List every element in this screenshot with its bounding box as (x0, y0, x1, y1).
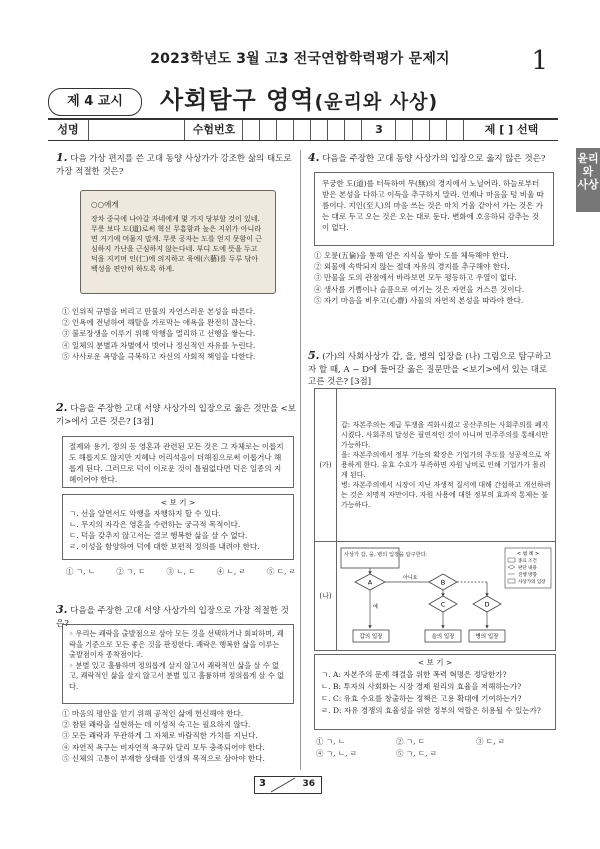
letter-greeting: ○○에게 (91, 200, 119, 209)
question-number: 2. (56, 401, 68, 414)
exam-no-box[interactable] (344, 120, 362, 140)
question-2-stem (56, 402, 296, 428)
choice[interactable]: ② 외물에 속박되지 않는 절대 자유의 경지를 추구해야 한다. (314, 262, 510, 272)
bogi-item: ㄹ. 이성을 함양하여 덕에 대한 보편적 정의를 내려야 한다. (69, 542, 260, 551)
question-5-stem (308, 350, 558, 389)
flow-result-byeong: 병의 입장 (475, 634, 499, 640)
question-number: 1. (56, 151, 68, 164)
choice[interactable]: ⑤ 사사로운 욕망을 극복하고 자신의 사회적 책임을 다한다. (62, 351, 256, 361)
choice[interactable]: ① ㄱ, ㄴ (66, 567, 96, 576)
legend-item: 진행 방향 (518, 573, 537, 578)
question-number: 5. (308, 349, 320, 362)
flow-result-gap: 갑의 입장 (359, 634, 383, 640)
info-bar (48, 118, 558, 141)
exam-no-box[interactable] (446, 120, 464, 140)
subject-main: 사회탐구 영역 (160, 86, 315, 114)
exam-no-box[interactable] (395, 120, 413, 140)
bogi-item: ㄱ. 선을 알면서도 악행을 자행하지 할 수 있다. (69, 509, 221, 518)
bogi-item: ㄷ. 덕을 갖추지 않고서는 결코 행복한 삶을 살 수 없다. (69, 531, 248, 540)
choice[interactable]: ⑤ ㄷ, ㄹ (266, 567, 296, 576)
exam-title: 2023학년도 3월 고3 전국연합학력평가 문제지 (150, 51, 450, 67)
question-4-stem (308, 152, 558, 166)
exam-no-box[interactable] (242, 120, 260, 140)
choice[interactable]: ① 오륜(五倫)을 통해 얻은 지식을 쌓아 도를 체득해야 한다. (314, 251, 509, 260)
page-footer (254, 776, 322, 794)
choice[interactable]: ③ 불로장생을 이루기 위해 악행을 멀리하고 선행을 쌓는다. (62, 329, 256, 339)
choice[interactable]: ② ㄱ, ㄷ (396, 737, 426, 746)
legend-title: < 범 례 > (517, 552, 539, 557)
footer-page: 3 (259, 778, 266, 789)
session-badge: 제 4 교시 (48, 88, 142, 116)
question-1-choices (62, 306, 298, 362)
flowchart (337, 544, 555, 648)
bogi-item: ㄴ. B: 투자의 사회화는 시장 경제 원리의 효율을 저해하는가? (321, 682, 522, 691)
choice[interactable]: ④ ㄴ, ㄹ (216, 567, 246, 576)
passage-box: 절제와 용기, 정의 등 영혼과 관련된 모든 것은 그 자체로는 이롭지도 해롭지도 않지만 지혜나 어리석음이 더해짐으로써 이롭거나 해롭게 된다. 그러므로 덕이 이로운 것이 틀림없다면 덕은 일종의 지혜이어야 한다. (62, 436, 294, 488)
choice[interactable]: ④ 일체의 분별과 차별에서 벗어나 정신적인 자유를 누린다. (62, 340, 256, 350)
exam-no-label: 수험번호 (184, 120, 243, 140)
choice[interactable]: ② ㄱ, ㄷ (116, 567, 146, 576)
selection-label: 제 [ ] 선택 (463, 120, 559, 140)
choice[interactable]: ④ ㄱ, ㄴ, ㄹ (316, 749, 358, 759)
bogi-box (62, 494, 294, 560)
bogi-box (314, 654, 556, 730)
choice[interactable]: ④ 생사를 기쁨이나 슬픔으로 여기는 것은 자연을 거스른 것이다. (314, 284, 525, 294)
question-number: 4. (308, 151, 320, 164)
question-4-choices (314, 250, 558, 306)
flow-start-text: 사상가 갑, 을, 병의 입장을 탐구한다. (344, 552, 428, 558)
exam-no-box[interactable] (327, 120, 345, 140)
subject-title (160, 80, 438, 115)
question-2-choices (66, 566, 296, 577)
choice[interactable]: ⑤ 신체의 고통이 부재한 상태를 인생의 목적으로 삼아야 한다. (62, 753, 265, 763)
column-divider (300, 150, 301, 770)
question-text: 다음 가상 편지를 쓴 고대 동양 사상가가 강조한 삶의 태도로 가장 적절한 것은? (56, 154, 292, 177)
exam-no-digit: 3 (361, 120, 396, 140)
flowchart-cell (337, 542, 556, 651)
q5-table (314, 388, 556, 651)
choice[interactable]: ③ ㄴ, ㄷ (166, 567, 196, 576)
choice[interactable]: ③ 모든 쾌락과 무관하게 그 자체로 바람직한 가치를 지닌다. (62, 731, 258, 741)
legend-item: 종료 조건 (518, 559, 537, 564)
flow-node-d-label: D (484, 600, 490, 609)
legend-item: 사상가의 입장 (518, 580, 546, 585)
flow-yes-label: 예 (373, 604, 378, 610)
question-text: 다음을 주장한 고대 서양 사상가의 입장으로 옳은 것만을 <보기>에서 고른 것은? [3점] (56, 404, 296, 427)
table-label-ga: (가) (315, 389, 337, 542)
choice[interactable]: ① 마음의 평안을 얻기 위해 공적인 삶에 헌신해야 한다. (62, 709, 244, 718)
question-text: 다음을 주장한 고대 동양 사상가의 입장으로 옳지 않은 것은? (322, 154, 546, 164)
table-ga-content: 갑: 자본주의는 계급 투쟁을 격화시켰고 공산주의는 사회주의를 폐지시켰다. 사회주의 달성은 필연적인 것이 아니며 민주주의를 통해서만 가능하다. 을: 자본주의에서 정부 기능의 확장은 기업가의 주도를 성공적으로 작용하게 한다. 유효 수요가 부족하면 자원 낭비로 인해 기업가가 몰리게 된다. 병: 자본주의에서 시장이 지닌 자생적 질서에 대해 간섭하고 개선하려는 것은 치명적 자만이다. 자원 사용에 대한 정부의 효과적 통제는 불가능하다. (337, 389, 556, 542)
choice[interactable]: ① 인위적 규범을 버리고 만물의 자연스러운 본성을 따른다. (62, 307, 256, 316)
passage-box: 무궁한 도(道)를 터득하여 무(無)의 경지에서 노닐어라. 하늘로부터 받은 본성을 다하고 이득을 추구하지 말라. 언제나 마음을 텅 비울 따름이다. 지인(至人)의 마음 쓰는 것은 마치 거울 같아서 가는 것은 가는 대로 두고 오는 것은 오는 대로 둔다. 변화에 호응하되 감추는 것이 없다. (314, 172, 554, 246)
name-label: 성명 (57, 123, 79, 136)
question-text: 다음을 주장한 고대 서양 사상가의 입장으로 가장 적절한 것은? (56, 606, 289, 629)
flow-node-b-label: B (440, 578, 446, 587)
flow-node-c-label: C (440, 600, 446, 609)
bogi-item: ㄹ. D: 자유 경쟁의 효율성을 위한 정부의 역할은 허용될 수 있는가? (321, 706, 541, 715)
question-number: 3. (56, 603, 68, 616)
bogi-item: ㄷ. C: 유효 수요를 창출하는 정책은 고용 확대에 기여하는가? (321, 694, 522, 703)
choice[interactable]: ⑤ 자기 마음을 비우고(心齋) 사물의 자연적 본성을 따라야 한다. (314, 295, 524, 305)
exam-no-box[interactable] (276, 120, 294, 140)
page-number: 1 (531, 46, 548, 76)
passage-box: ◦ 우리는 쾌락을 출발점으로 삼아 모든 것을 선택하거나 회피하며, 쾌락을 기준으로 모든 좋은 것을 판정한다. 쾌락은 행복한 삶을 이루는 출발점이자 종착점이다. ◦ 분별 있고 훌륭하며 정의롭게 살지 않고서 쾌락적인 삶을 살 수 없고, 쾌락적인 삶을 살지 않고서 분별 있고 훌륭하며 정의롭게 살 수 없다. (62, 624, 294, 704)
flow-node-a-label: A (367, 578, 373, 587)
choice[interactable]: ③ 만물을 도의 관점에서 바라보면 모두 평등하고 우열이 없다. (314, 273, 517, 283)
name-field[interactable] (88, 120, 185, 140)
question-text: (가)의 사회사상가 갑, 을, 병의 입장을 (나) 그림으로 탐구하고자 할 때, A ~ D에 들어갈 옳은 질문만을 <보기>에서 있는 대로 고른 것은? [3점] (308, 352, 552, 387)
exam-no-box[interactable] (429, 120, 447, 140)
exam-no-box[interactable] (310, 120, 328, 140)
letter-passage (80, 190, 276, 294)
exam-no-box[interactable] (293, 120, 311, 140)
bogi-item: ㄴ. 무지의 자각은 영혼을 수련하는 궁극적 목적이다. (69, 520, 241, 529)
flow-start-box (341, 548, 399, 568)
choice[interactable]: ③ ㄷ, ㄹ (476, 737, 506, 746)
question-1-stem (56, 152, 296, 178)
exam-no-box[interactable] (259, 120, 277, 140)
choice[interactable]: ② 참된 쾌락을 실현하는 데 이성적 숙고는 필요하지 않다. (62, 720, 251, 730)
choice[interactable]: ④ 자연적 욕구는 비자연적 욕구와 달리 모두 충족되어야 한다. (62, 742, 265, 752)
subject-sub: (윤리와 사상) (314, 91, 439, 113)
legend-item: 판단 내용 (518, 566, 537, 571)
exam-no-box[interactable] (412, 120, 430, 140)
footer-total: 36 (302, 779, 315, 789)
bogi-label: < 보 기 > (417, 658, 453, 667)
subject-side-tab: 윤리와 사상 (576, 148, 600, 212)
bogi-item: ㄱ. A: 자본주의 문제 해결을 위한 폭력 혁명은 정당한가? (321, 670, 507, 679)
flow-no-label: 아니요 (403, 575, 418, 581)
choice[interactable]: ② 인욕에 전념하여 해탈을 가로막는 애욕을 완전히 끊는다. (62, 318, 256, 328)
flow-result-eul: 을의 입장 (431, 634, 455, 640)
letter-body: 장차 중국에 나아갈 자네에게 몇 가지 당부할 것이 있네. 무릇 보다 도(道)로써 혁신 무흠함과 높은 지위가 아니라면 거기에 머물지 말게. 무릇 공자는 도를 얻지 못함이 근심하지 가난을 근심하지 않는다네. 부디 도에 뜻을 두고 덕을 지키며 인(仁)에 의지하고 육예(六藝)를 두루 닦아 백성을 편안히 하도록 하게. (91, 215, 263, 273)
question-3-choices (62, 708, 298, 764)
choice[interactable]: ① ㄱ, ㄴ (316, 737, 346, 746)
bogi-label: < 보 기 > (160, 498, 196, 507)
question-5-choices (316, 736, 556, 759)
table-label-na: (나) (315, 542, 337, 651)
choice[interactable]: ⑤ ㄱ, ㄷ, ㄹ (396, 749, 438, 759)
